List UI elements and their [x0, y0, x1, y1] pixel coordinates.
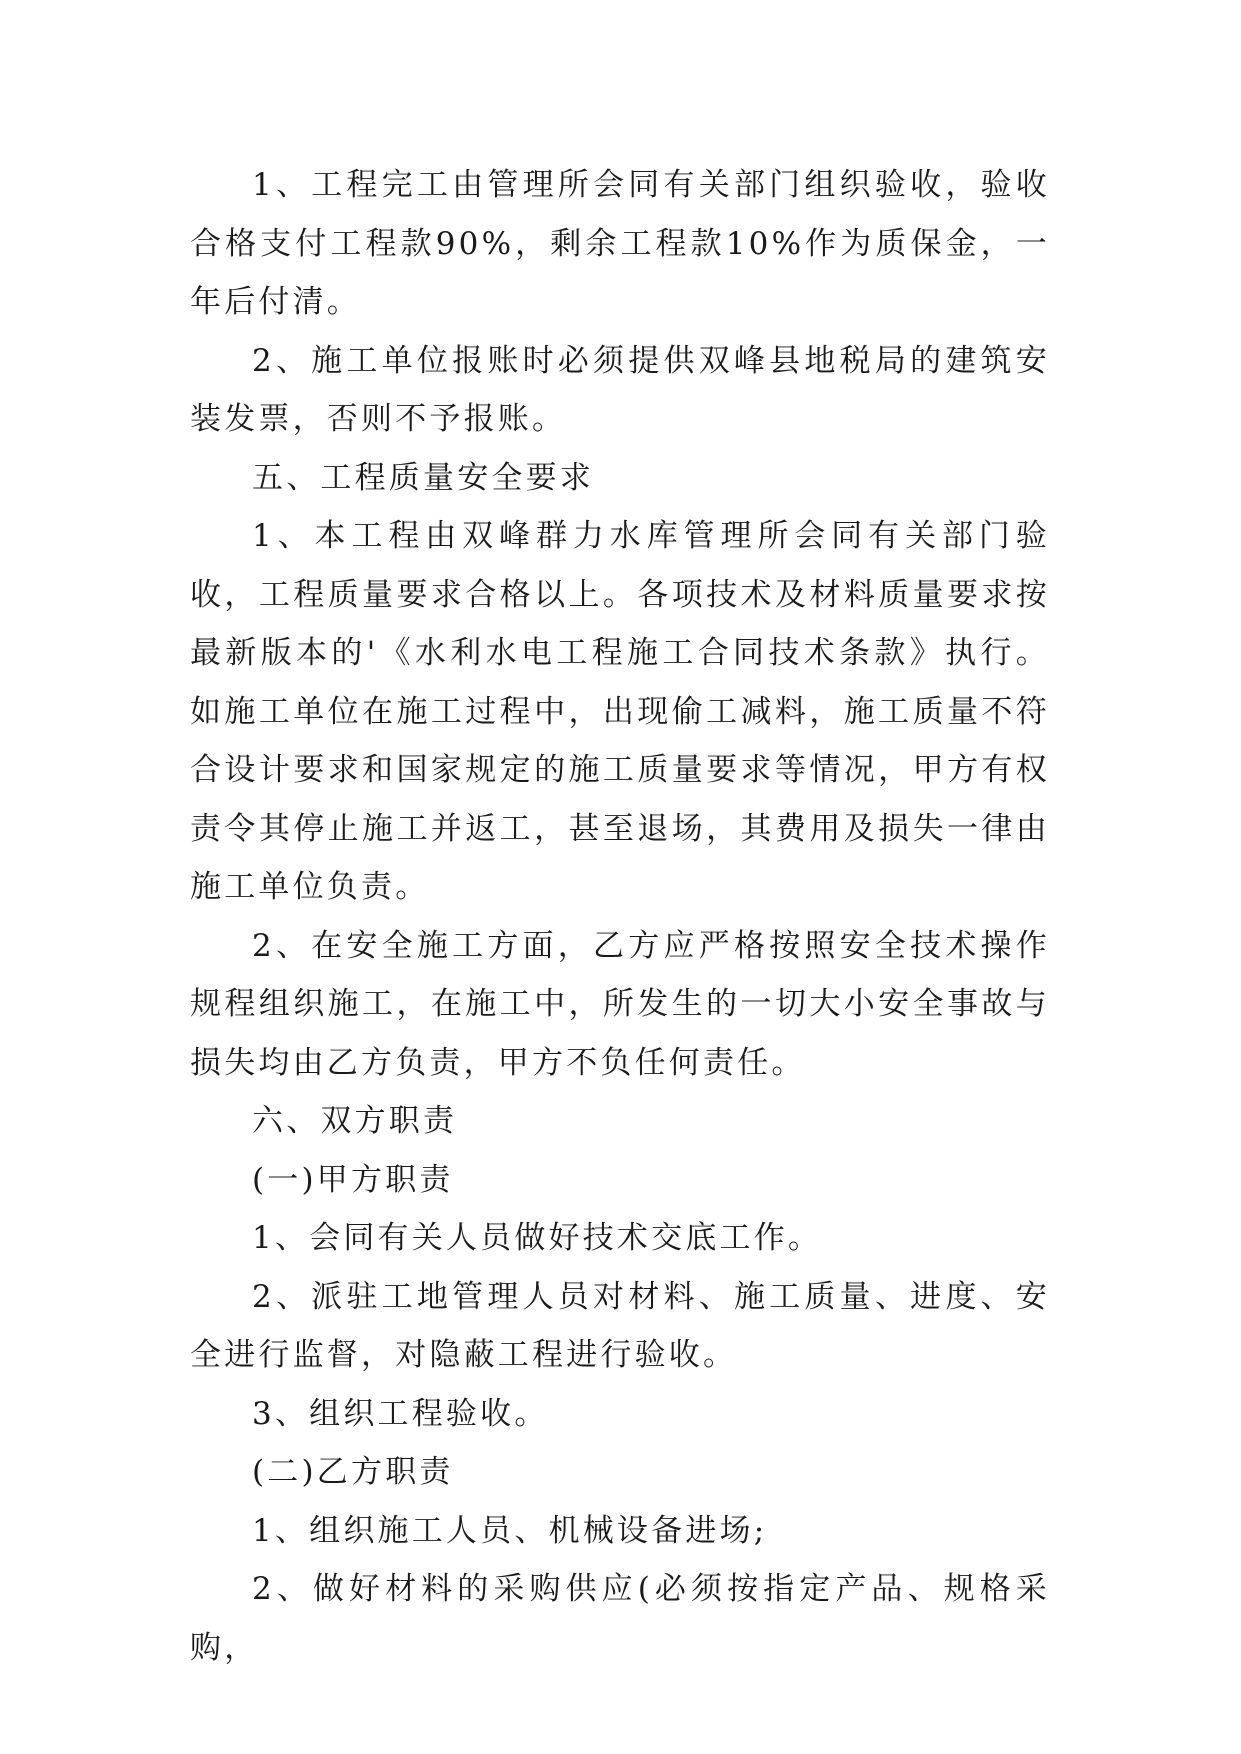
subheading-party-a: (一)甲方职责	[252, 1161, 454, 1198]
party-a-item-2: 2、派驻工地管理人员对材料、施工质量、进度、安全进行监督，对隐蔽工程进行验收。	[190, 1278, 1050, 1373]
document-body	[190, 156, 1050, 1677]
party-b-item-1: 1、组织施工人员、机械设备进场;	[252, 1512, 768, 1549]
paragraph-safety-requirement: 2、在安全施工方面，乙方应严格按照安全技术操作规程组织施工，在施工中，所发生的一切大小安全事故与损失均由乙方负责，甲方不负任何责任。	[190, 927, 1050, 1081]
paragraph-quality-requirement: 1、本工程由双峰群力水库管理所会同有关部门验收，工程质量要求合格以上。各项技术及材料质量要求按最新版本的'《水利水电工程施工合同技术条款》执行。如施工单位在施工过程中，出现偷工减料，施工质量不符合设计要求和国家规定的施工质量要求等情况，甲方有权责令其停止施工并返工，甚至退场，其费用及损失一律由施工单位负责。	[190, 518, 1050, 905]
section-heading-quality-safety: 五、工程质量安全要求	[252, 459, 594, 496]
paragraph-payment-terms: 1、工程完工由管理所会同有关部门组织验收，验收合格支付工程款90%，剩余工程款10%作为质保金，一年后付清。	[190, 167, 1050, 320]
subheading-party-b: (二)乙方职责	[252, 1454, 454, 1490]
party-a-item-3: 3、组织工程验收。	[252, 1395, 549, 1432]
paragraph-invoice-requirement: 2、施工单位报账时必须提供双峰县地税局的建筑安装发票，否则不予报账。	[190, 342, 1050, 437]
party-b-item-2: 2、做好材料的采购供应(必须按指定产品、规格采购，	[190, 1571, 1050, 1666]
section-heading-responsibilities: 六、双方职责	[252, 1103, 458, 1139]
party-a-item-1: 1、会同有关人员做好技术交底工作。	[252, 1220, 823, 1256]
